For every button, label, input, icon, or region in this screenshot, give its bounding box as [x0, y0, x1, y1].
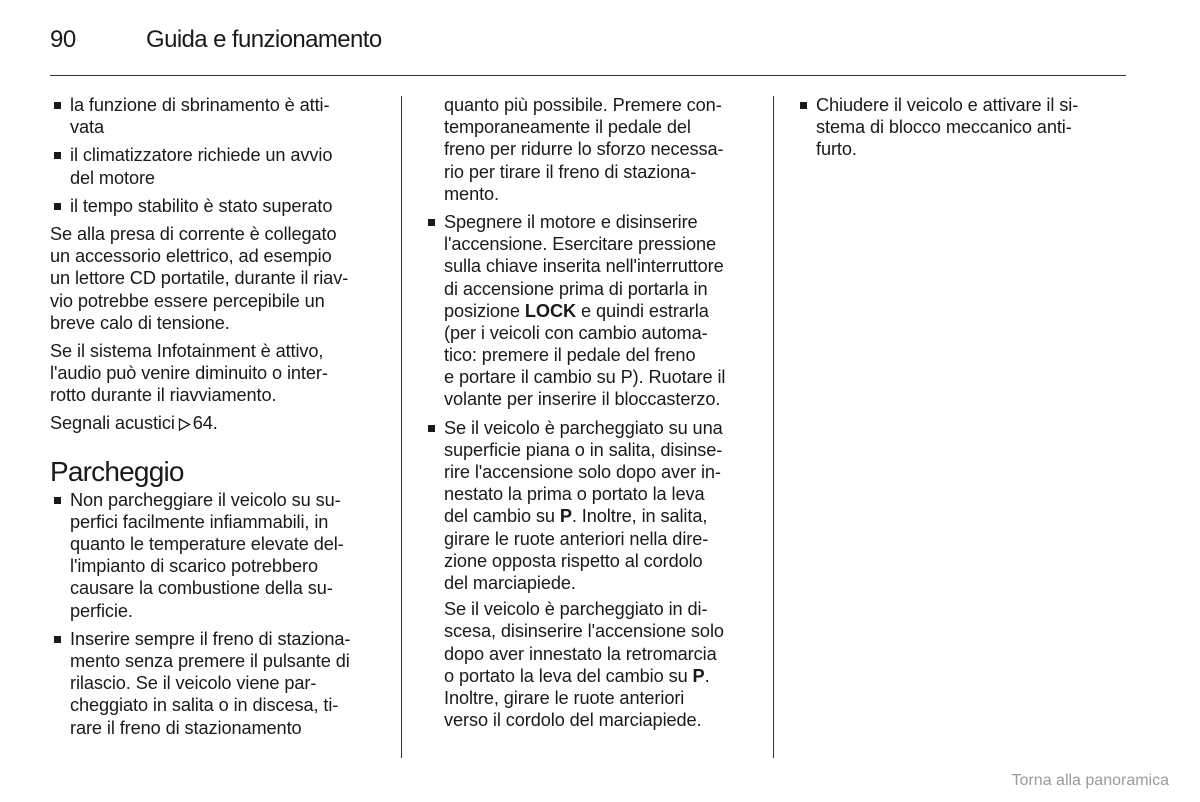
- paragraph-cd-player: Se alla presa di corrente è collegato un accessorio elettrico, ad esempio un lettore CD portatile, durante il riav- vio potrebbe essere percepibile un breve calo di tensione.: [50, 223, 349, 333]
- list-item: il tempo stabilito è stato superato: [50, 195, 388, 217]
- lock-position-label: LOCK: [524, 300, 577, 321]
- reference-label: Segnali acustici: [50, 413, 175, 434]
- gear-p-label: P: [559, 506, 572, 527]
- reference-page: 64.: [192, 413, 218, 434]
- paragraph-downhill: Se il veicolo è parcheggiato in di- scesa, disinserire l'accensione solo dopo aver innestato la retromarcia o portato la leva del cambio su P. Inoltre, girare le ruote anteriori verso il cordolo del marciapiede.: [444, 599, 724, 731]
- paragraph-continuation: quanto più possibile. Premere con- temporaneamente il pedale del freno per ridurre lo sforzo necessa- rio per tirare il freno di staziona- mento.: [444, 95, 724, 204]
- page-number: 90: [50, 26, 76, 53]
- list-item: il climatizzatore richiede un avvio del motore: [50, 144, 388, 188]
- list-item: Chiudere il veicolo e attivare il si- stema di blocco meccanico anti- furto.: [796, 94, 1126, 161]
- column-divider-1: [401, 96, 402, 758]
- header-rule: [50, 75, 1126, 76]
- cross-reference[interactable]: [50, 412, 388, 434]
- list-item: la funzione di sbrinamento è atti- vata: [50, 94, 388, 138]
- list-item: Non parcheggiare il veicolo su su- perfici facilmente infiammabili, in quanto le temperature elevate del- l'impianto di scarico potrebbero causare la combustione della su- perficie.: [50, 489, 388, 622]
- column-1: [50, 94, 388, 745]
- list-item: Spegnere il motore e disinserire l'accensione. Esercitare pressione sulla chiave inserita nell'interruttore di accensione prima di portarla in posizione LOCK e quindi estrarla (per i veicoli con cambio automa- tico: premere il pedale del freno e portare il cambio su P). Ruotare il volante per inserire il bloccasterzo.: [424, 211, 760, 411]
- column-3: [796, 94, 1126, 167]
- back-to-overview-link[interactable]: Torna alla panoramica: [1011, 772, 1169, 789]
- column-2: [424, 94, 760, 737]
- paragraph-infotainment: Se il sistema Infotainment è attivo, l'audio può venire diminuito o inter- rotto durante il riavviamento.: [50, 340, 328, 406]
- arrow-right-outline-icon: [178, 414, 191, 436]
- list-item: Se il veicolo è parcheggiato su una superficie piana o in salita, disinse- rire l'accensione solo dopo aver in- nestato la prima o portato la leva del cambio su P. Inoltre, in salita, girare le ruote anteriori nella dire- zione opposta rispetto al cordolo del marciapiede.: [424, 417, 760, 595]
- section-title: Guida e funzionamento: [146, 26, 382, 53]
- heading-parcheggio: Parcheggio: [50, 455, 184, 487]
- column-divider-2: [773, 96, 774, 758]
- list-item: Inserire sempre il freno di staziona- mento senza premere il pulsante di rilascio. Se il veicolo viene par- cheggiato in salita o in discesa, ti- rare il freno di stazionamento: [50, 628, 388, 739]
- gear-p-label: P: [692, 665, 705, 686]
